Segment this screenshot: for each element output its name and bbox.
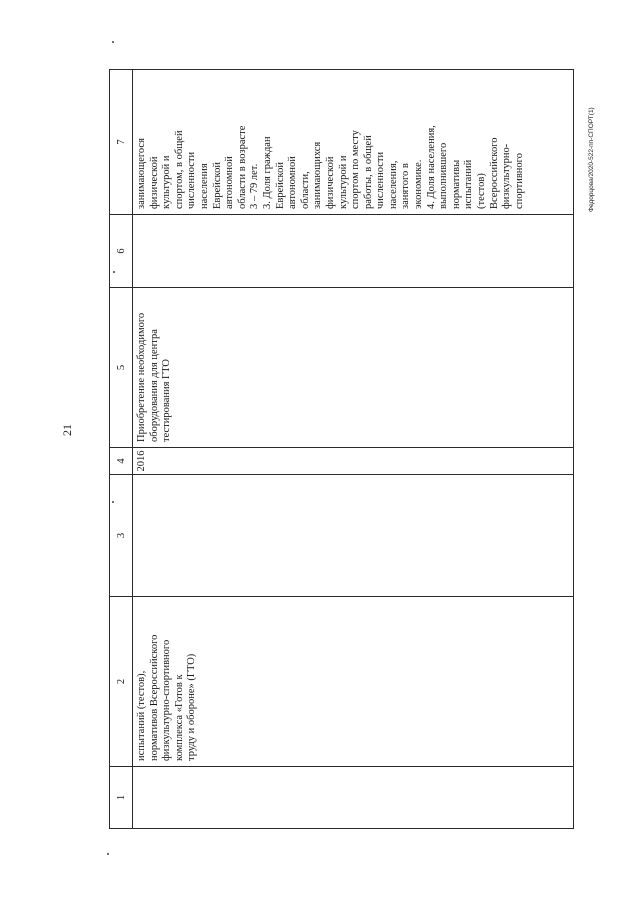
text-line: численности xyxy=(375,151,387,209)
text-line: работы, в общей xyxy=(362,135,374,209)
text-line: тестирования ГТО xyxy=(161,359,173,442)
document-code: Федорцова/2020-522-пп-СПОРТ(1) xyxy=(588,107,595,212)
text-line: Всероссийского xyxy=(488,137,500,209)
text-line: занимающегося xyxy=(136,138,147,209)
text-line: физкультурно- xyxy=(501,143,513,209)
text-line: экономике. xyxy=(413,159,425,209)
cell-col-6 xyxy=(133,215,574,288)
page-number: 21 xyxy=(60,424,74,436)
header-col-2: 2 xyxy=(110,597,133,767)
text-line: физической xyxy=(148,156,160,209)
table-row xyxy=(133,70,574,829)
header-col-4: 4 xyxy=(110,448,133,475)
text-line: Еврейской xyxy=(211,162,223,209)
text-line: выполнившего xyxy=(438,142,450,209)
text-line: населения xyxy=(198,163,210,209)
text-line: области, xyxy=(299,171,311,209)
text-line: (тестов) xyxy=(476,173,488,209)
text-line: 3. Доля граждан xyxy=(261,136,273,209)
header-col-5: 5 xyxy=(110,288,133,448)
text-line: комплекса «Готов к xyxy=(173,674,185,761)
text-line: оборудования для центра xyxy=(148,329,160,442)
cell-activities xyxy=(133,288,574,448)
text-line: занимающихся xyxy=(312,141,324,209)
text-line: Приобретение необходимого xyxy=(136,312,147,442)
text-line: нормативов Всероссийского xyxy=(148,634,160,761)
header-row xyxy=(110,70,133,829)
header-col-6: 6 xyxy=(110,215,133,288)
cell-indicators xyxy=(133,70,574,215)
text-line: области в возрасте xyxy=(236,125,248,209)
text-line: труду и обороне» (ГТО) xyxy=(186,653,198,761)
text-line: физкультурно-спортивного xyxy=(161,639,173,761)
cell-measure-name xyxy=(133,597,574,767)
header-col-3: 3 xyxy=(110,475,133,597)
text-line: Еврейской xyxy=(274,162,286,209)
text-line: автономной xyxy=(287,156,299,209)
header-col-1: 1 xyxy=(110,767,133,829)
scan-speck xyxy=(107,853,109,855)
text-line: 3 – 79 лет. xyxy=(249,163,261,209)
text-line: численности xyxy=(186,151,198,209)
text-line: нормативы xyxy=(450,159,462,209)
text-line: спортом, в общей xyxy=(173,130,185,209)
cell-col-1 xyxy=(133,767,574,829)
scan-speck xyxy=(112,41,114,43)
program-table xyxy=(109,70,574,829)
text-line: испытаний (тестов), xyxy=(136,670,147,761)
cell-year: 2016 xyxy=(133,448,574,475)
text-line: автономной xyxy=(224,156,236,209)
text-line: спортивного xyxy=(513,153,525,209)
text-line: культурой и xyxy=(161,155,173,209)
header-col-7: 7 xyxy=(110,70,133,215)
text-line: занятого в xyxy=(400,163,412,209)
cell-col-3 xyxy=(133,475,574,597)
text-line: населения, xyxy=(387,160,399,209)
text-line: спортом по месту xyxy=(350,130,362,209)
text-line: культурой и xyxy=(337,155,349,209)
text-line: 4. Доля населения, xyxy=(425,125,437,209)
text-line: физической xyxy=(324,156,336,209)
text-line: испытаний xyxy=(463,159,475,209)
